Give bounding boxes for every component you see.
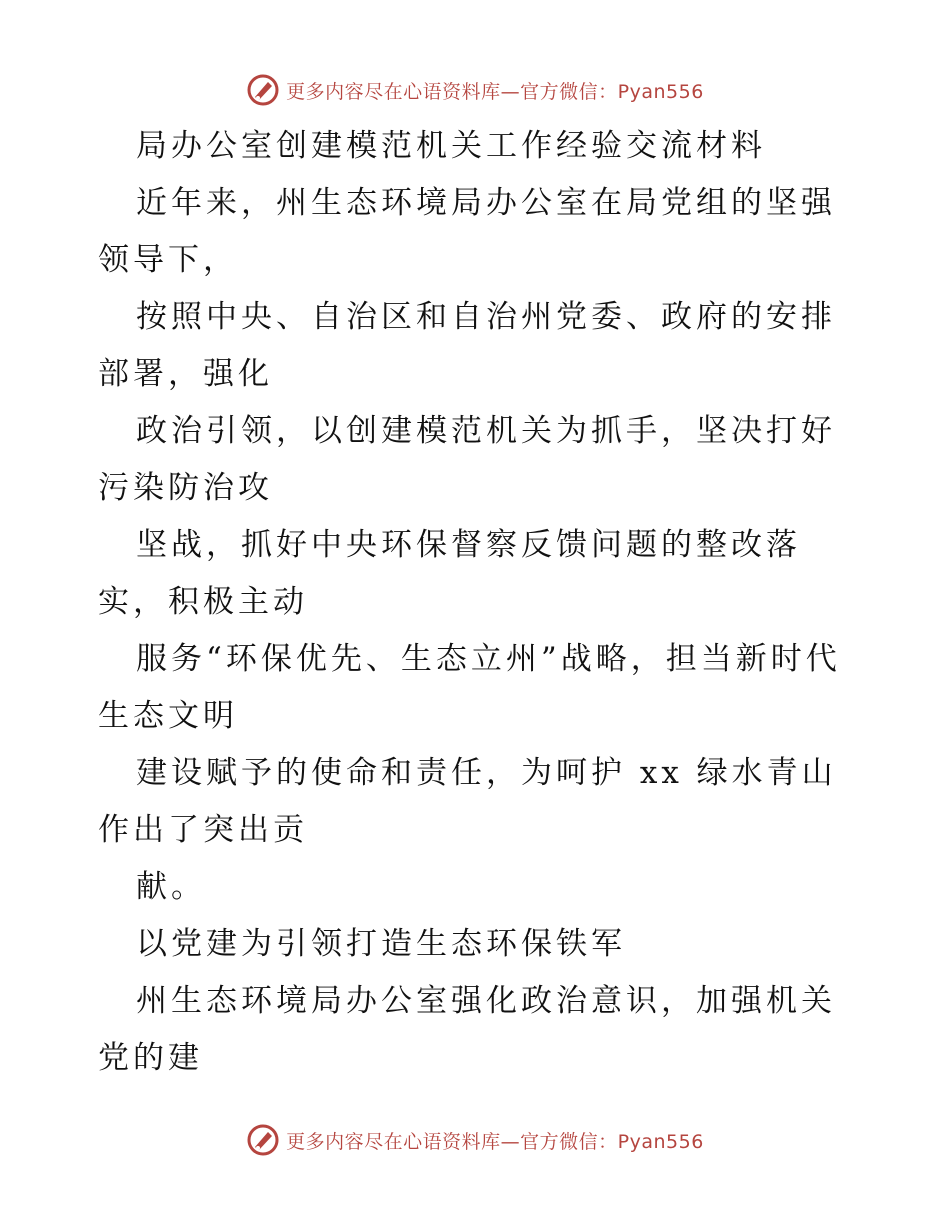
footer-banner-text: 更多内容尽在心语资料库—官方微信：Pyan556 (286, 1130, 704, 1153)
document-title: 局办公室创建模范机关工作经验交流材料 (136, 128, 766, 164)
paragraph-line: 政治引领，以创建模范机关为抓手，坚决打好污染防治攻 (98, 413, 836, 506)
paragraph-line: 献。 (136, 869, 206, 905)
paragraph-line: 州生态环境局办公室强化政治意识，加强机关党的建 (98, 983, 836, 1076)
paragraph-line: 服务“环保优先、生态立州”战略，担当新时代生态文明 (98, 641, 841, 734)
section-heading: 以党建为引领打造生态环保铁军 (136, 926, 626, 962)
header-banner-text: 更多内容尽在心语资料库—官方微信：Pyan556 (286, 80, 704, 103)
header-banner (0, 70, 950, 110)
paragraph-line: 按照中央、自治区和自治州党委、政府的安排部署，强化 (98, 299, 836, 392)
pen-logo-icon (246, 73, 280, 107)
paragraph-line: 坚战，抓好中央环保督察反馈问题的整改落实，积极主动 (98, 527, 801, 620)
paragraph-line: 近年来，州生态环境局办公室在局党组的坚强领导下， (98, 185, 836, 278)
paragraph-line: 建设赋予的使命和责任，为呵护 xx 绿水青山作出了突出贡 (98, 755, 837, 848)
pen-logo-icon (246, 1123, 280, 1157)
footer-banner (0, 1120, 950, 1160)
document-body (98, 118, 858, 1087)
